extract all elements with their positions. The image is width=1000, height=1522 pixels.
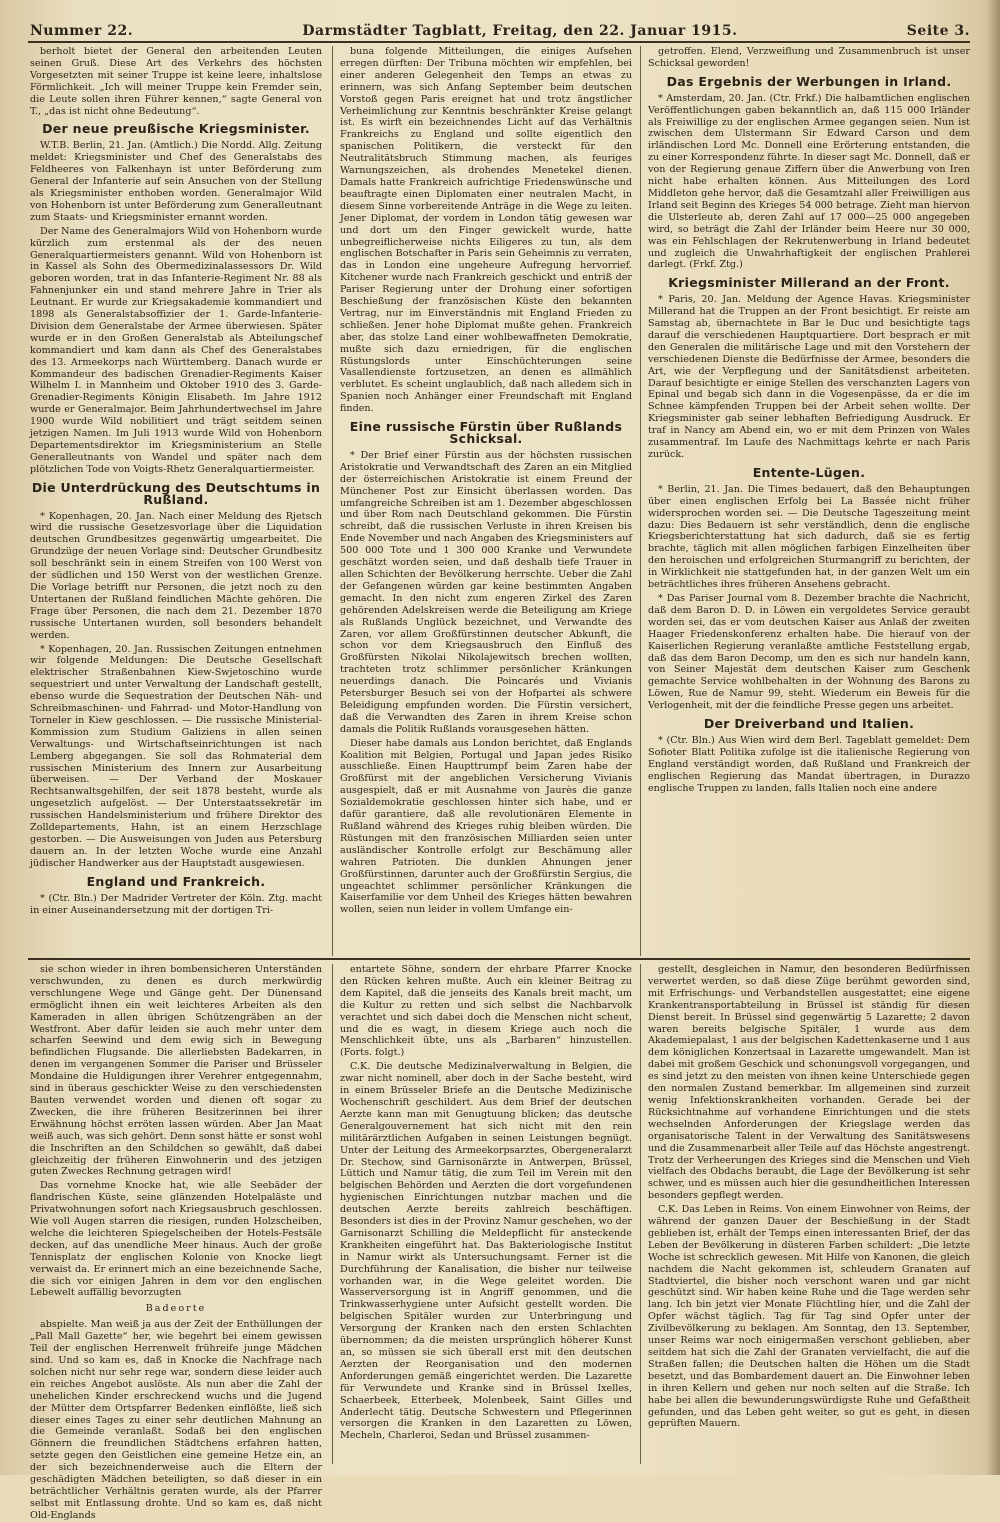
article-paragraph: C.K. Die deutsche Medizinalverwaltung in Belgien, die zwar nicht nominell, aber doch in der Sache besteht, wird in einem Brüsseler Briefe an die Deutsche Medizinische Wochenschrift geschildert. Aus dem Brief der deutschen Aerzte kann man mit Genugtuung blicken; das deutsche Generalgouvernement hat sich nicht mit den rein militärärztlichen Aufgaben in seinen Leistungen begnügt. Unter der Leitung des Armeekorpsarztes, Obergeneralarzt Dr. Stechow, sind Garnisonärzte in Antwerpen, Brüssel, Lüttich und Namur tätig, die zum Teil im Verein mit den belgischen Behörden und Aerzten die dort vorgefundenen hygienischen Einrichtungen nutzbar machen und die deutschen Aerzte bereits zahlreich beschäftigen. Besonders ist dies in der Provinz Namur geschehen, wo der Garnisonarzt Schilling die Meldepflicht für ansteckende Krankheiten eingeführt hat. Das Bakteriologische Institut in Namur wirkt als Untersuchungsamt. Ferner ist die Durchführung der Kanalisation, die bisher nur teilweise vorhanden war, in die Wege geleitet worden. Die Wasserversorgung ist in Angriff genommen, und die Trinkwasserhygiene unter Aufsicht gestellt worden. Die belgischen Spitäler wurden zur Unterbringung und Versorgung der Kranken nach den ersten Schlachten übernommen; da die meisten ursprünglich höherer Kunst an, so müssen sie sich überall erst mit den deutschen Aerzten der Reorganisation und den modernen Anforderungen gemäß eingerichtet werden. Die Lazarette für Verwundete und Kranke sind in Brüssel Ixelles, Schaerbeek, Etterbeek, Molenbeek, Saint Gilles und Anderlecht tätig. Deutsche Schwestern und Pflegerinnen versorgen die Kranken in den Lazaretten zu Löwen, Mecheln, Charleroi, Sedan und Brüssel zusammen- bbox=[340, 1061, 632, 1442]
article-paragraph: gestellt, desgleichen in Namur, den besonderen Bedürfnissen verwertet werden, so daß diese Züge berühmt geworden sind, mit Erfrischungs- und Verbandstellen ausgestattet; eine eigene Krankentransportabteilung in Brüssel ist ständig für diesen Dienst bereit. In Brüssel sind gegenwärtig 5 Lazarette; 2 davon waren bereits belgische Spitäler, 1 wurde aus dem Akademiepalast, 1 aus der belgischen Kadettenkaserne und 1 aus dem königlichen Konzertsaal in Lazarette umgewandelt. Man ist dabei mit großem Geschick und schonungsvoll vorgegangen, und es sind jetzt zu den meisten von ihnen keine Unterschiede gegen den normalen Zustand bemerkbar. Im allgemeinen sind zurzeit wenig Infektionskrankheiten vorhanden. Gerade bei der Rücksichtnahme auf vorhandene Einrichtungen und die stets wechselnden Anforderungen der Kriegslage werden das organisatorische Talent in der Verwaltung des Sanitätswesens und die Zusammenarbeit aller Teile auf das Höchste angestrengt. Trotz der Verheerungen des Krieges sind die Menschen und Vieh vielfach des Obdachs beraubt, die Lage der Bevölkerung ist sehr schwer, und es müssen auch hier die gesundheitlichen Interessen besonders gepflegt werden. bbox=[648, 964, 970, 1202]
article-paragraph: * Amsterdam, 20. Jan. (Ctr. Frkf.) Die halbamtlichen englischen Veröffentlichungen gaben bekanntlich an, daß 115 000 Irländer als Freiwillige zu der englischen Armee gegangen seien. Nun ist zwischen dem Ulstermann Sir Edward Carson und dem irländischen Lord Mc. Donnell eine Erörterung entstanden, die zu einer Korrespondenz führte. In dieser sagt Mc. Donnell, daß er von der Regierung genaue Ziffern über die Anwerbung von Iren nicht habe erhalten können. Aus Mitteilungen des Lord Middleton gehe hervor, daß die Gesamtzahl aller Freiwilligen aus Irland seit Beginn des Krieges 54 000 betrage. Zieht man hiervon die Ulsterleute ab, deren Zahl auf 17 000—25 000 angegeben wird, so beträgt die Zahl der Irländer beim Heere nur 30 000, was ein Fehlschlagen der Rekrutenwerbung in Irland bedeutet und zugleich die Unwahrhaftigkeit der englischen Prahlerei darlegt. (Frkf. Ztg.) bbox=[648, 92, 970, 271]
column-divider bbox=[332, 964, 333, 1464]
headline-deutschtum: Die Unterdrückung des Deutschtums in Rußland. bbox=[31, 479, 321, 507]
masthead-line: Darmstädter Tagblatt, Freitag, den 22. Januar 1915. bbox=[302, 23, 738, 39]
column-divider bbox=[640, 964, 641, 1464]
spaced-word: Badeorte bbox=[145, 1303, 207, 1315]
page-edge-shadow bbox=[986, 0, 1000, 1475]
article-paragraph: buna folgende Mitteilungen, die einiges Aufsehen erregen dürften: Der Tribuna möchten wir empfehlen, bei einer anderen Gelegenheit den Temps an etwas zu erinnern, was sich Anfang September beim deutschen Vorstoß gegen Paris ereignet hat und trotz ängstlicher Verheimlichung zur Kenntnis beschränkter Kreise gelangt ist. Es wirft ein bezeichnendes Licht auf das Verhältnis Frankreichs zu England und sollte eigentlich den spanischen Politikern, die versteckt für den Neutralitätsbruch Stimmung machen, als feuriges Warnungszeichen, als drohendes Menetekel dienen. Damals hatte Frankreich aufrichtige Friedenswünsche und beauftragte einen Diplomaten einer neutralen Macht, in diesem Sinne vorbereitende Anträge in die Wege zu leiten. Jener Diplomat, der vordem in London tätig gewesen war und dort um den Finger gewickelt wurde, hatte unbegreiflicherweise nichts Eiligeres zu tun, als dem englischen Botschafter in Paris sein Geheimnis zu verraten, das in London eine ungeheure Aufregung hervorrief. Kitchener wurde nach Frankreich geschickt und entriß der Pariser Regierung unter der Drohung einer sofortigen Beschießung der französischen Küste den bekannten Vertrag, nur im Einverständnis mit England Frieden zu schließen. Jener hohe Diplomat mußte gehen. Frankreich aber, das stolze Land einer wohlbewaffneten Demokratie, mußte sich dazu erniedrigen, für die englischen Rüstungslords unter Einschüchterungen seine Vasallendienste fortzusetzen, an denen es allmählich verblutet. Es scheint unglaublich, daß nach alledem sich in Spanien noch Anhänger einer Freundschaft mit England finden. bbox=[340, 46, 632, 415]
headline-irland: Das Ergebnis der Werbungen in Irland. bbox=[666, 73, 952, 89]
article-paragraph: Dieser habe damals aus London berichtet, daß Englands Koalition mit Belgien, Portugal und Japan jedes Risiko ausschließe. Einen Haupttrumpf beim Zaren habe der Großfürst mit der angeblichen Versicherung Vivianis ausgespielt, daß er mit Ausnahme von Jaurès die ganze Sozialdemokratie geschlossen hinter sich habe, und er dafür garantiere, daß alle revolutionären Elemente in Rußland während des Krieges ruhig bleiben würden. Die Rüstungen mit den französischen Milliarden seien unter ausländischer Kontrolle erfolgt zur Beschämung aller wahren Patrioten. Die dunklen Ahnungen jener Großfürstinnen, darunter auch der Großfürstin Sergius, die ungeachtet schlimmer persönlicher Kränkungen die Kaiserfamilie vor dem Unheil des Krieges hätten bewahren wollen, seien nun leider in vollem Umfange ein- bbox=[340, 737, 632, 916]
feuilleton-paragraph: entartete Söhne, sondern der ehrbare Pfarrer Knocke den Rücken kehren mußte. Auch ein kleiner Beitrag zu dem Kapitel, daß die jenseits des Kanals breit macht, um die Kultur zu retten und sich selbst die Nachbarvolk verachtet und sich dabei doch die Menschen nicht scheut, und die es wagt, in diesem Kriege auch noch die Menschlichkeit übte, uns als „Barbaren“ hinzustellen. (Forts. folgt.) bbox=[340, 964, 632, 1059]
headline-fuerstin: Eine russische Fürstin über Rußlands Schicksal. bbox=[349, 419, 623, 446]
lower-column-2 bbox=[340, 964, 632, 1464]
article-paragraph: getroffen. Elend, Verzweiflung und Zusammenbruch ist unser Schicksal geworden! bbox=[648, 46, 970, 69]
article-paragraph: * Paris, 20. Jan. Meldung der Agence Havas. Kriegsminister Millerand hat die Truppen an der Front besichtigt. Er reiste am Samstag ab, übernachtete in Bar le Duc und besichtigte tags darauf die verschiedenen Hauptquartiere. Dort besprach er mit den Generalen die militärische Lage und mit den Vorstehern der verschiedenen Dienste die Bedürfnisse der Armee, besonders die Art, wie der Verpflegung und der Sanitätsdienst arbeiteten. Darauf besichtigte er einige Stellen des verschanzten Lagers von Epinal und begab sich dann in die Vogesenpässe, da er die im Schnee kämpfenden Truppen bei der Arbeit sehen wollte. Der Kriegsminister gab seiner lebhaften Befriedigung Ausdruck. Er traf in Nancy am Abend ein, wo er mit dem Prinzen von Wales zusammentraf. Im Laufe des Nachmittags kehrte er nach Paris zurück. bbox=[648, 294, 970, 460]
feuilleton-paragraph: Das vornehme Knocke hat, wie alle Seebäder der flandrischen Küste, seine glänzenden Hotelpaläste und Privatwohnungen sofort nach Kriegsausbruch geschlossen. Wie voll Augen starren die riesigen, runden Holzscheiben, welche die leichteren Spiegelscheiben der Hotels-Festsäle decken, auf das unendliche Meer hinaus. Auch der große Tennisplatz der englischen Kolonie von Knocke liegt verwaist da. Er erinnert mich an eine bezeichnende Sache, die sich vor einigen Jahren in dem vor den englischen Lebewelt auffällig bevorzugten bbox=[30, 1180, 322, 1299]
column-divider bbox=[640, 46, 641, 956]
feuilleton-paragraph: abspielte. Man weiß ja aus der Zeit der Enthüllungen der „Pall Mall Gazette“ her, wie begehrt bei einem gewissen Teil der englischen Herrenwelt frühreife junge Mädchen sind. Und so kam es, daß in Knocke die Nachfrage nach solchen nicht nur sehr rege war, sondern diese leider auch ein reiches Angebot auslöste. Als nun aber die Zahl der unehelichen Kinder erschreckend wuchs und die Jugend der Mütter dem Ortspfarrer Bedenken einflößte, ließ sich dieser eines Tages zu einer sehr deutlichen Mahnung an die Gemeinde veranlaßt. Sodaß bei den englischen Gönnern die freundlichen Städtchens erfahren hatten, setzte gegen den Geistlichen eine gemeine Hetze ein, an der sich bezeichnenderweise auch die Eltern der geschädigten Mädchen beteiligten, so daß dieser in ein beträchtlicher Verhältnis geraten wurde, als der Pfarrer selbst mit Entlassung drohte. Und so kam es, daß nicht Old-Englands bbox=[30, 1319, 322, 1521]
lower-column-3 bbox=[648, 964, 970, 1464]
section-divider bbox=[28, 958, 970, 960]
article-paragraph: W.T.B. Berlin, 21. Jan. (Amtlich.) Die Nordd. Allg. Zeitung meldet: Kriegsminister und Chef des Generalstabs des Feldheeres von Falkenhayn ist unter Beförderung zum General der Infanterie auf sein Ansuchen von der Stellung als Kriegsminister enthoben worden. Generalmajor Wild von Hohenborn ist unter Beförderung zum Generalleutnant zum Staats- und Kriegsminister ernannt worden. bbox=[30, 140, 322, 223]
article-paragraph: * (Ctr. Bln.) Der Madrider Vertreter der Köln. Ztg. macht in einer Auseinandersetzung mit der dortigen Tri- bbox=[30, 892, 322, 916]
upper-column-2 bbox=[340, 46, 632, 956]
feuilleton-paragraph: sie schon wieder in ihren bombensicheren Unterständen verschwunden, zu denen es durch merkwürdig verschlungene Wege und Gänge geht. Der Dünensand ermöglicht ihnen ein weit leichteres Arbeiten als den Kameraden in allen übrigen Schützengräben an der Westfront. Aber dafür leiden sie auch mehr unter dem scharfen Seewind und dem ewig sich in Bewegung befindlichen Flugsande. Die allerliebsten Badekarren, in denen im vergangenen Sommer die Pariser und Brüsseler Mondaine die Huldigungen ihrer Verehrer entgegennahm, sind in überaus geschickter Weise zu den verschiedensten Bauten verwendet worden und dienen oft sogar zu Zwecken, die ihre früheren Besitzerinnen bei ihrer Erwähnung höchst erröten lassen würden. Aber Jan Maat weiß auch, was sich gehört. Denn sonst hätte er sonst wohl die Inschriften an den Schildchen so gewählt, daß dabei gleichzeitig der früheren Einwohnerin und des jetzigen guten Zweckes Rechnung getragen wird! bbox=[30, 964, 322, 1178]
article-paragraph: * Kopenhagen, 20. Jan. Nach einer Meldung des Rjetsch wird die russische Gesetzesvorlage über die Liquidation deutschen Grundbesitzes gegenwärtig umgearbeitet. Die Grundzüge der neuen Vorlage sind: Deutscher Grundbesitz soll beschränkt sein in einem Streifen von 100 Werst von der südlichen und 150 Werst von der westlichen Grenze. Die Vorlage betrifft nur Personen, die jetzt noch zu den Untertanen der Rußland feindlichen Mächte gehören. Die Frage über Personen, die nach dem 21. Dezember 1870 russische Untertanen wurden, soll besonders behandelt werden. bbox=[30, 510, 322, 641]
article-paragraph: * (Ctr. Bln.) Aus Wien wird dem Berl. Tageblatt gemeldet: Dem Sofioter Blatt Politika zufolge ist die italienische Regierung von England verständigt worden, daß Rußland und Frankreich der englischen Regierung das Mandat übertragen, in Durazzo englische Truppen zu landen, falls Italien noch eine andere bbox=[648, 734, 970, 794]
headline-kriegsminister: Der neue preußische Kriegsminister. bbox=[42, 121, 310, 137]
article-continuation: berholt bietet der General den arbeitenden Leuten seinen Gruß. Diese Art des Verkehrs des höchsten Vorgesetzten mit seiner Truppe ist keine leere, inhaltslose Förmlichkeit. „Ich will meiner Truppe kein Fremder sein, die Leute sollen ihren Führer kennen,“ sagte General von T., „das ist nicht ohne Bedeutung“. bbox=[30, 46, 322, 117]
upper-column-3 bbox=[648, 46, 970, 956]
lower-column-1 bbox=[30, 964, 322, 1521]
page-header bbox=[30, 20, 970, 42]
upper-column-1 bbox=[30, 46, 322, 956]
article-paragraph: * Berlin, 21. Jan. Die Times bedauert, daß den Behauptungen über einen englischen Erfolg bei La Bassée nicht früher widersprochen worden sei. — Die Deutsche Tageszeitung meint dazu: Dies Bedauern ist sehr verständlich, denn die englische Kriegsberichterstattung hat sich dadurch, daß sie es fertig brachte, täglich mit allen möglichen farbigen Einzelheiten über den heroischen und erfolgreichen Sturmangriff zu berichten, der in Wirklichkeit nie stattgefunden hat, in der ganzen Welt um ein beträchtliches ihres früheren Ansehens gebracht. bbox=[648, 483, 970, 591]
page-number: Seite 3. bbox=[906, 23, 970, 39]
article-paragraph: Der Name des Generalmajors Wild von Hohenborn wurde kürzlich zum erstenmal als der des neuen Generalquartiermeisters genannt. Wild von Hohenborn ist in Kassel als Sohn des Obermedizinalassessors Dr. Wild geboren worden, trat in das Infanterie-Regiment Nr. 88 als Fahnenjunker ein und stand mehrere Jahre in Trier als Leutnant. Er wurde zur Kriegsakademie kommandiert und 1898 als Generalstabsoffizier der 1. Garde-Infanterie-Division dem Generalstabe der Armee überwiesen. Später wurde er in den Großen Generalstab als Abteilungschef kommandiert und kam dann als Chef des Generalstabes des 13. Armeekorps nach Württemberg. Danach wurde er Kommandeur des badischen Grenadier-Regiments Kaiser Wilhelm I. in Mannheim und Oktober 1910 des 3. Garde-Grenadier-Regiments Königin Elisabeth. Im Jahre 1912 wurde er Generalmajor. Beim Jahrhundertwechsel im Jahre 1900 wurde Wild nobilitiert und trägt seitdem seinen jetzigen Namen. Im Juli 1913 wurde Wild von Hohenborn Departementsdirektor im Kriegsministerium an Stelle Generalleutnants von Wandel und später nach dem plötzlichen Tode von Voigts-Rhetz Generalquartiermeister. bbox=[30, 225, 322, 475]
issue-number: Nummer 22. bbox=[30, 23, 134, 39]
headline-entente: Entente-Lügen. bbox=[752, 464, 866, 480]
headline-millerand: Kriegsminister Millerand an der Front. bbox=[668, 275, 950, 291]
headline-dreiverband: Der Dreiverband und Italien. bbox=[703, 716, 915, 732]
headline-england-frankreich: England und Frankreich. bbox=[86, 873, 266, 889]
article-paragraph: * Der Brief einer Fürstin aus der höchsten russischen Aristokratie und Verwandtschaft des Zaren an ein Mitglied der österreichischen Aristokratie ist einem Freund der Münchener Post zur Einsicht überlassen worden. Das umfangreiche Schreiben ist am 1. Dezember abgeschlossen und über Rom nach Deutschland gekommen. Die Fürstin schreibt, daß die russischen Verluste in ihren Kreisen bis Ende November und nach Angaben des Kriegsministers auf 500 000 Tote und 1 300 000 Kranke und Verwundete geschätzt worden seien, und daß deshalb tiefe Trauer in allen Schichten der Bevölkerung herrschte. Ueber die Zahl der Gefangenen würden gar keine bestimmten Angaben gemacht. In den nicht zum engeren Zirkel des Zaren gehörenden Adelskreisen werde die Beteiligung am Kriege als Rußlands Unglück bezeichnet, und Verwandte des Zaren, vor allem Großfürstinnen deutscher Abkunft, die schon vor dem Kriegsausbruch den Einfluß des Großfürsten Nikolai Nikolajewitsch brechen wollten, trachteten trotz schlimmer persönlicher Kränkungen neuerdings danach. Die Poincarés und Vivianis Petersburger Besuch sei von der Hofpartei als schwere Beleidigung empfunden worden. Die Fürstin versichert, daß die Verwandten des Zaren in ihrem Kreise schon damals die Politik Rußlands vorausgesehen hätten. bbox=[340, 449, 632, 735]
header-rule bbox=[28, 41, 970, 43]
column-divider bbox=[332, 46, 333, 956]
article-paragraph: * Das Pariser Journal vom 8. Dezember brachte die Nachricht, daß dem Baron D. D. in Löwen ein vergoldetes Service geraubt worden sei, das er vom deutschen Kaiser aus Anlaß der zweiten Haager Friedenskonferenz erhalten habe. Die hierauf von der Kaiserlichen Regierung veranlaßte amtliche Feststellung ergab, daß das dem Baron Decomp, um den es sich nur handeln kann, von Seiner Majestät dem deutschen Kaiser zum Geschenk gemachte Service wohlbehalten in der Wohnung des Barons zu Löwen, Rue de Namur 99, steht. Wiederum ein Beweis für die Verlogenheit, mit der die feindliche Presse gegen uns arbeitet. bbox=[648, 592, 970, 712]
article-paragraph: C.K. Das Leben in Reims. Von einem Einwohner von Reims, der während der ganzen Dauer der Beschießung in der Stadt geblieben ist, erhält der Temps einen interessanten Brief, der das Leben der Bevölkerung in düsteren Farben schildert: „Die letzte Woche ist schrecklich gewesen. Mit Hilfe von Kanonen, die gleich nachdem die Nacht gekommen ist, schleudern Granaten auf Stadtviertel, die bisher noch verschont waren und gar nicht geschützt sind. Wir haben keine Ruhe und die Tage werden sehr lang. Ich bin jetzt vier Monate Flüchtling hier, und die Zahl der Opfer wächst täglich. Tag für Tag sind Opfer unter der Zivilbevölkerung zu beklagen. Am Sonntag, den 13. September, unser Reims war noch einigermaßen verschont geblieben, aber seitdem hat sich die Zahl der Granaten vervielfacht, die auf die Straßen fallen; die Deutschen halten die Höhen um die Stadt besetzt, und das Bombardement dauert an. Die Einwohner leben in ihren Kellern und gehen nur noch selten auf die Straße. Ich habe bei allen die bewunderungswürdigste Ruhe und Gefaßtheit gefunden, und das Leben geht weiter, so gut es geht, in diesen geprüften Mauern. bbox=[648, 1204, 970, 1430]
article-paragraph: * Kopenhagen, 20. Jan. Russischen Zeitungen entnehmen wir folgende Meldungen: Die Deutsche Gesellschaft elektrischer Straßenbahnen Kiew-Swjetoschino wurde sequestriert und unter Verwaltung der Landschaft gestellt, ebenso wurde die Sequestration der Deutschen Näh- und Schreibmaschinen- und Fahrrad- und Motor-Handlung von Torneler in Kiew geschlossen. — Die russische Ministerial-Kommission zum Studium Galiziens in allen seinen Verwaltungs- und Wirtschaftseinrichtungen ist nach Lemberg abgegangen. Sie soll das Rohmaterial dem russischen Ministerium des Innern zur Ausarbeitung überweisen. — Der Verband der Moskauer Rechtsanwaltsgehilfen, der seit 1878 besteht, wurde als ungesetzlich aufgelöst. — Der Unterstaatssekretär im russischen Handelsministerium und frühere Direktor des Zolldepartements, Hahn, ist an einem Herzschlage gestorben. — Die Ausweisungen von Juden aus Petersburg dauern an. In der letzten Woche wurde eine Anzahl jüdischer Handwerker aus der Hauptstadt ausgewiesen. bbox=[30, 643, 322, 869]
